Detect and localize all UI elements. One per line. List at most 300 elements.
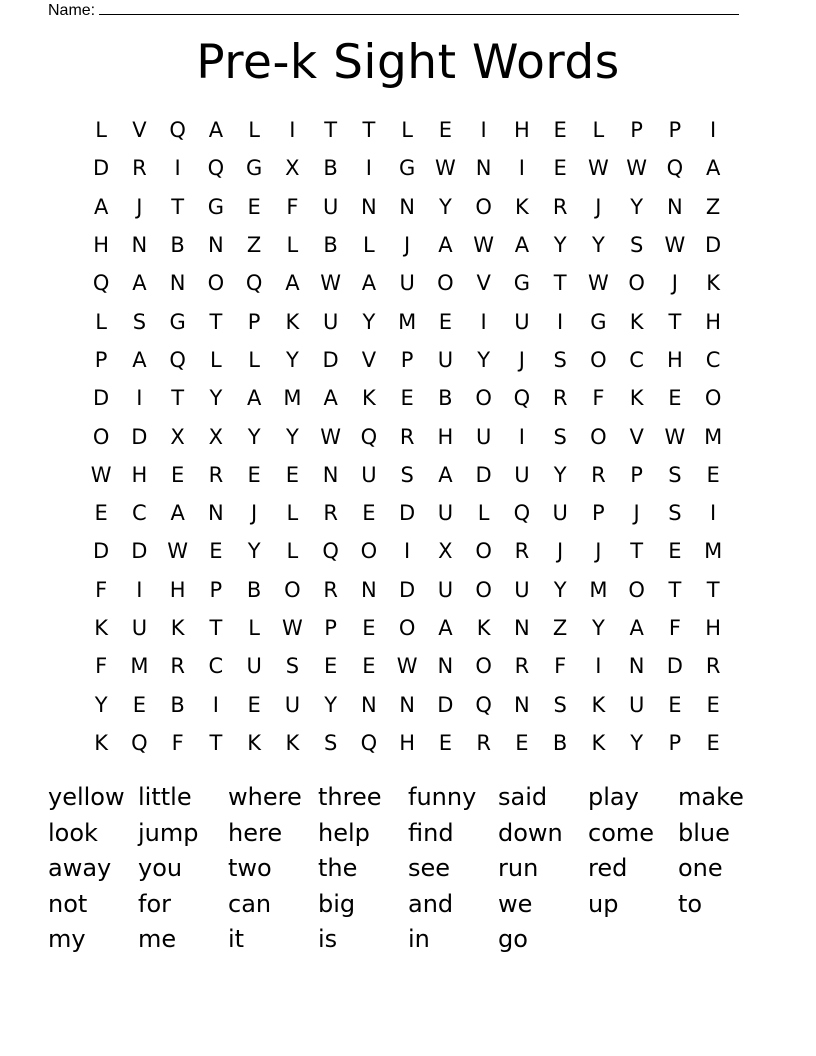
grid-letter: Y <box>553 462 567 487</box>
grid-letter: K <box>170 616 185 640</box>
grid-letter: S <box>553 424 567 449</box>
grid-letter: K <box>591 730 606 755</box>
word-bank-item: funny <box>408 783 477 811</box>
grid-letter: E <box>706 730 720 755</box>
grid-letter: O <box>398 616 416 640</box>
grid-letter: S <box>285 654 300 679</box>
grid-letter: E <box>438 309 453 334</box>
grid-letter: P <box>668 118 682 143</box>
grid-letter: R <box>170 654 185 679</box>
grid-letter: Q <box>513 386 531 411</box>
grid-letter: E <box>209 539 223 564</box>
grid-letter: B <box>323 156 338 181</box>
grid-letter: B <box>170 692 185 717</box>
grid-letter: D <box>93 539 110 564</box>
grid-letter: X <box>285 156 300 181</box>
word-bank-item: you <box>138 854 183 882</box>
grid-letter: T <box>209 730 223 755</box>
word-bank-item: for <box>138 889 171 918</box>
grid-letter: A <box>438 616 453 640</box>
grid-letter: L <box>363 233 375 258</box>
grid-letter: I <box>365 156 372 181</box>
grid-letter: Y <box>438 194 452 219</box>
grid-letter: R <box>323 501 338 526</box>
grid-letter: A <box>132 347 147 372</box>
grid-letter: W <box>90 462 112 487</box>
word-bank-item: red <box>588 854 628 882</box>
grid-letter: K <box>706 271 721 296</box>
word-bank-item: we <box>498 889 533 918</box>
grid-letter: U <box>399 271 415 296</box>
grid-letter: L <box>248 118 260 143</box>
grid-letter: O <box>590 424 607 449</box>
grid-letter: N <box>514 692 530 717</box>
grid-letter: T <box>362 118 376 143</box>
grid-letter: D <box>399 577 416 602</box>
grid-letter: D <box>399 501 416 526</box>
grid-letter: N <box>437 654 454 679</box>
grid-letter: V <box>132 118 147 143</box>
grid-letter: Q <box>245 271 263 296</box>
grid-letter: G <box>169 309 186 334</box>
grid-letter: U <box>514 309 530 334</box>
grid-letter: U <box>437 501 454 526</box>
grid-letter: N <box>399 692 415 717</box>
grid-letter: S <box>132 309 147 334</box>
grid-letter: J <box>671 271 678 296</box>
grid-letter: P <box>324 616 337 640</box>
word-bank-item: can <box>228 889 272 918</box>
grid-letter: S <box>668 501 682 526</box>
grid-letter: P <box>94 347 108 372</box>
grid-letter: W <box>167 539 188 564</box>
word-bank-item: little <box>138 783 192 811</box>
grid-letter: U <box>246 654 262 679</box>
grid-letter: K <box>591 692 606 717</box>
grid-letter: O <box>628 271 645 296</box>
grid-letter: O <box>704 386 722 411</box>
grid-letter: W <box>396 654 418 679</box>
grid-letter: O <box>628 577 645 602</box>
grid-letter: T <box>171 386 185 411</box>
grid-letter: A <box>514 233 530 258</box>
grid-letter: O <box>284 577 301 602</box>
grid-letter: E <box>438 730 453 755</box>
grid-letter: L <box>286 233 299 258</box>
word-bank-item: big <box>318 889 356 918</box>
grid-letter: Y <box>630 194 644 219</box>
word-bank-item: help <box>318 818 370 847</box>
grid-letter: D <box>322 347 339 372</box>
grid-letter: M <box>283 386 302 411</box>
grid-letter: A <box>246 386 262 411</box>
grid-letter: O <box>590 347 607 372</box>
grid-letter: E <box>285 462 300 487</box>
name-label: Name: <box>48 2 96 19</box>
grid-letter: N <box>208 233 224 258</box>
word-bank-item: to <box>678 889 703 918</box>
grid-letter: W <box>434 156 456 181</box>
word-bank-item: not <box>48 889 88 918</box>
grid-letter: G <box>398 156 416 181</box>
grid-letter: H <box>131 462 148 487</box>
grid-letter: K <box>629 309 644 334</box>
grid-letter: I <box>557 309 564 334</box>
grid-letter: R <box>132 156 147 181</box>
grid-letter: F <box>554 654 567 679</box>
grid-letter: T <box>668 309 682 334</box>
grid-letter: Y <box>591 616 605 640</box>
grid-letter: N <box>399 194 415 219</box>
grid-letter: L <box>95 118 107 143</box>
word-bank-item: make <box>678 783 744 811</box>
word-bank <box>48 780 768 958</box>
grid-letter: J <box>404 233 411 258</box>
grid-letter: F <box>95 654 108 679</box>
grid-letter: H <box>169 577 186 602</box>
grid-letter: U <box>552 501 568 526</box>
grid-letter: U <box>514 577 530 602</box>
grid-letter: M <box>704 424 723 449</box>
word-bank-item: in <box>408 925 430 953</box>
grid-letter: H <box>666 347 683 372</box>
grid-letter: P <box>247 309 261 334</box>
grid-letter: Y <box>209 386 223 411</box>
grid-letter: O <box>92 424 110 449</box>
grid-letter: J <box>557 539 564 564</box>
grid-letter: F <box>95 577 108 602</box>
grid-letter: O <box>475 577 492 602</box>
word-bank-item: look <box>48 818 98 847</box>
grid-letter: Q <box>131 730 148 755</box>
grid-letter: H <box>513 118 530 143</box>
grid-letter: T <box>324 118 338 143</box>
grid-letter: E <box>668 386 682 411</box>
word-bank-item: where <box>228 783 302 811</box>
grid-letter: P <box>630 462 643 487</box>
grid-letter: Y <box>553 233 567 258</box>
grid-letter: E <box>515 730 529 755</box>
grid-letter: L <box>95 309 107 334</box>
grid-letter: E <box>362 654 376 679</box>
grid-letter: I <box>710 501 717 526</box>
grid-letter: E <box>132 692 147 717</box>
grid-letter: I <box>136 386 143 411</box>
grid-letter: R <box>514 654 530 679</box>
grid-letter: P <box>630 118 643 143</box>
grid-letter: R <box>514 539 530 564</box>
grid-letter: E <box>706 692 720 717</box>
grid-letter: E <box>247 462 261 487</box>
grid-letter: W <box>587 156 609 181</box>
grid-letter: L <box>401 118 413 143</box>
grid-letter: N <box>208 501 224 526</box>
grid-letter: Q <box>169 118 186 143</box>
grid-letter: K <box>361 386 376 411</box>
grid-letter: G <box>590 309 607 334</box>
word-bank-item: is <box>318 925 338 953</box>
grid-letter: K <box>476 616 491 640</box>
grid-letter: A <box>323 386 338 411</box>
word-bank-item: run <box>498 854 539 882</box>
grid-letter: R <box>208 462 224 487</box>
grid-letter: N <box>361 577 377 602</box>
grid-letter: Y <box>94 692 108 717</box>
grid-letter: Y <box>591 233 605 258</box>
grid-letter: H <box>437 424 454 449</box>
word-bank-item: and <box>408 889 454 918</box>
grid-letter: N <box>628 654 645 679</box>
grid-letter: U <box>361 462 377 487</box>
grid-letter: K <box>514 194 529 219</box>
grid-letter: D <box>705 233 722 258</box>
word-bank-item: find <box>408 818 454 847</box>
grid-letter: E <box>668 539 682 564</box>
grid-letter: L <box>248 347 260 372</box>
grid-letter: V <box>629 424 644 449</box>
grid-letter: D <box>131 539 148 564</box>
grid-letter: V <box>361 347 377 372</box>
grid-letter: I <box>518 424 525 449</box>
word-bank-item: jump <box>138 818 199 847</box>
word-bank-item: blue <box>678 818 730 847</box>
grid-letter: D <box>93 386 110 411</box>
grid-letter: X <box>438 539 453 564</box>
grid-letter: K <box>285 730 300 755</box>
grid-letter: A <box>132 271 147 296</box>
grid-letter: U <box>322 194 339 219</box>
word-bank-item: up <box>588 889 619 918</box>
grid-letter: A <box>361 271 377 296</box>
grid-letter: N <box>361 194 377 219</box>
grid-letter: U <box>628 692 645 717</box>
grid-letter: L <box>286 539 299 564</box>
grid-letter: A <box>93 194 109 219</box>
word-bank-item: away <box>48 854 112 882</box>
page-title: Pre-k Sight Words <box>196 35 620 90</box>
grid-letter: C <box>132 501 147 526</box>
grid-letter: G <box>245 156 263 181</box>
grid-letter: P <box>668 730 682 755</box>
grid-letter: H <box>705 309 722 334</box>
grid-letter: W <box>281 616 303 640</box>
grid-letter: R <box>552 194 568 219</box>
grid-letter: A <box>208 118 224 143</box>
grid-letter: Q <box>92 271 110 296</box>
grid-letter: D <box>93 156 110 181</box>
grid-letter: V <box>476 271 491 296</box>
grid-letter: J <box>251 501 258 526</box>
grid-letter: W <box>664 233 686 258</box>
word-bank-item: see <box>408 854 451 882</box>
word-bank-item: me <box>138 925 177 953</box>
word-bank-item: three <box>318 783 382 811</box>
grid-letter: I <box>404 539 411 564</box>
grid-letter: G <box>513 271 531 296</box>
grid-letter: F <box>668 616 681 640</box>
grid-letter: P <box>592 501 605 526</box>
grid-letter: Q <box>322 539 339 564</box>
grid-letter: Q <box>475 692 492 717</box>
grid-letter: J <box>136 194 143 219</box>
name-field <box>48 0 739 20</box>
grid-letter: R <box>399 424 415 449</box>
grid-letter: S <box>400 462 414 487</box>
grid-letter: L <box>286 501 299 526</box>
grid-letter: S <box>553 692 567 717</box>
grid-letter: O <box>475 194 492 219</box>
grid-letter: Y <box>247 539 261 564</box>
grid-letter: J <box>633 501 640 526</box>
grid-letter: P <box>400 347 414 372</box>
grid-letter: J <box>595 539 602 564</box>
grid-letter: I <box>595 654 602 679</box>
grid-letter: R <box>476 730 491 755</box>
word-bank-item: one <box>678 854 723 882</box>
grid-letter: Q <box>513 501 531 526</box>
grid-letter: F <box>286 194 299 219</box>
grid-letter: X <box>208 424 224 449</box>
grid-letter: J <box>595 194 602 219</box>
grid-letter: A <box>629 616 644 640</box>
grid-letter: I <box>174 156 181 181</box>
grid-letter: A <box>170 501 185 526</box>
grid-letter: W <box>473 233 494 258</box>
grid-letter: Z <box>246 233 262 258</box>
grid-letter: E <box>553 118 567 143</box>
grid-letter: W <box>626 156 647 181</box>
grid-letter: U <box>437 347 454 372</box>
grid-letter: D <box>131 424 148 449</box>
grid-letter: M <box>589 577 608 602</box>
grid-letter: T <box>209 309 223 334</box>
grid-letter: I <box>289 118 296 143</box>
grid-letter: E <box>362 501 376 526</box>
grid-letter: B <box>552 730 568 755</box>
grid-letter: S <box>323 730 338 755</box>
grid-letter: Z <box>552 616 568 640</box>
grid-letter: Y <box>553 577 567 602</box>
grid-letter: O <box>475 654 492 679</box>
grid-letter: A <box>285 271 300 296</box>
grid-letter: B <box>246 577 262 602</box>
grid-letter: W <box>320 424 341 449</box>
grid-letter: R <box>705 654 721 679</box>
grid-letter: Y <box>630 730 644 755</box>
grid-letter: C <box>208 654 224 679</box>
grid-letter: H <box>399 730 416 755</box>
grid-letter: K <box>247 730 262 755</box>
grid-letter: E <box>706 462 720 487</box>
grid-letter: Q <box>360 424 378 449</box>
grid-letter: D <box>437 692 454 717</box>
grid-letter: Y <box>477 347 491 372</box>
grid-letter: D <box>666 654 683 679</box>
grid-letter: I <box>710 118 717 143</box>
grid-letter: E <box>668 692 682 717</box>
grid-letter: L <box>592 118 605 143</box>
grid-letter: T <box>706 577 720 602</box>
grid-letter: U <box>131 616 148 640</box>
grid-letter: N <box>131 233 148 258</box>
grid-letter: L <box>477 501 490 526</box>
grid-letter: A <box>438 233 453 258</box>
word-bank-item: play <box>588 783 639 811</box>
grid-letter: N <box>475 156 492 181</box>
grid-letter: F <box>171 730 184 755</box>
grid-letter: S <box>553 347 567 372</box>
grid-letter: F <box>592 386 605 411</box>
grid-letter: U <box>322 309 339 334</box>
grid-letter: B <box>438 386 453 411</box>
grid-letter: M <box>704 539 723 564</box>
grid-letter: Q <box>666 156 684 181</box>
grid-letter: E <box>323 654 338 679</box>
grid-letter: Y <box>285 347 299 372</box>
word-bank-item: two <box>228 854 272 882</box>
grid-letter: O <box>475 539 492 564</box>
word-bank-item: said <box>498 783 548 811</box>
grid-letter: Y <box>285 424 299 449</box>
grid-letter: O <box>475 386 492 411</box>
word-bank-item: my <box>48 925 86 953</box>
grid-letter: L <box>210 347 222 372</box>
grid-letter: W <box>664 424 686 449</box>
grid-letter: E <box>438 118 453 143</box>
grid-letter: R <box>552 386 568 411</box>
grid-letter: U <box>514 462 530 487</box>
word-bank-item: yellow <box>48 783 125 811</box>
grid-letter: Q <box>169 347 186 372</box>
grid-letter: I <box>480 118 487 143</box>
grid-letter: H <box>93 233 110 258</box>
grid-letter: O <box>360 539 378 564</box>
grid-letter: W <box>587 271 609 296</box>
grid-letter: I <box>480 309 487 334</box>
grid-letter: K <box>629 386 644 411</box>
grid-letter: Y <box>247 424 261 449</box>
grid-letter: Q <box>360 730 378 755</box>
grid-letter: S <box>668 462 682 487</box>
grid-letter: J <box>518 347 525 372</box>
grid-letter: M <box>398 309 417 334</box>
grid-letter: N <box>361 692 377 717</box>
grid-letter: E <box>362 616 376 640</box>
grid-letter: B <box>323 233 338 258</box>
grid-letter: Y <box>362 309 376 334</box>
grid-letter: O <box>437 271 454 296</box>
grid-letter: E <box>94 501 108 526</box>
grid-letter: I <box>212 692 219 717</box>
grid-letter: N <box>667 194 683 219</box>
grid-letter: T <box>209 616 223 640</box>
grid-letter: R <box>323 577 338 602</box>
grid-letter: M <box>130 654 149 679</box>
grid-letter: Q <box>207 156 225 181</box>
grid-letter: L <box>248 616 260 640</box>
grid-letter: S <box>629 233 644 258</box>
grid-letter: Z <box>705 194 721 219</box>
grid-letter: H <box>705 616 722 640</box>
grid-letter: U <box>437 577 454 602</box>
grid-letter: N <box>514 616 530 640</box>
grid-letter: E <box>170 462 185 487</box>
grid-letter: T <box>668 577 682 602</box>
grid-letter: O <box>207 271 225 296</box>
grid-letter: E <box>247 692 261 717</box>
grid-letter: K <box>94 616 109 640</box>
grid-letter: D <box>475 462 492 487</box>
